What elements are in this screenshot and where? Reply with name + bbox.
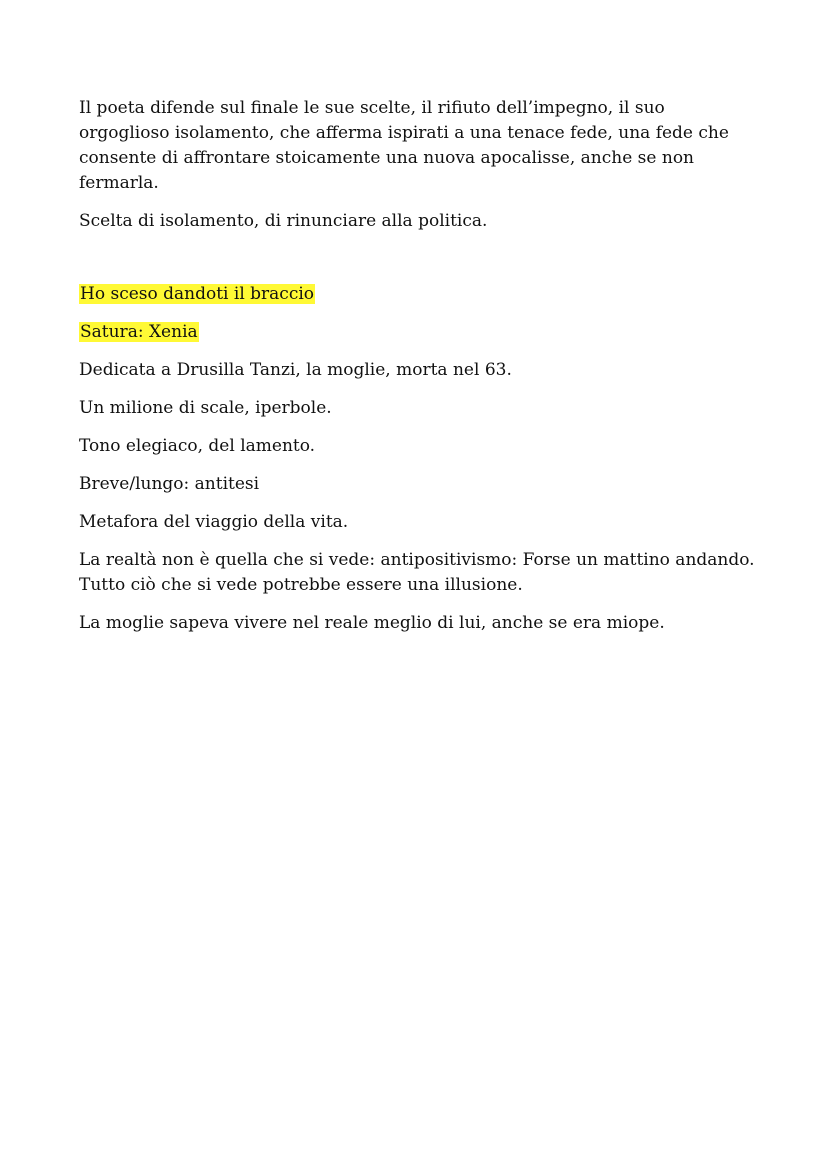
section-gap [79, 247, 759, 282]
document-body [79, 96, 759, 649]
note-wife: La moglie sapeva vivere nel reale meglio di lui, anche se era miope. [79, 613, 665, 633]
note-reality: La realtà non è quella che si vede: antipositivismo: Forse un mattino andando. Tutto ciò che si vede potrebbe essere una illusione. [79, 550, 755, 595]
note-dedication: Dedicata a Drusilla Tanzi, la moglie, morta nel 63. [79, 360, 512, 380]
paragraph-isolation: Scelta di isolamento, di rinunciare alla politica. [79, 211, 488, 231]
highlighted-collection-title: Satura: Xenia [80, 322, 198, 342]
paragraph-poet-choices: Il poeta difende sul finale le sue scelte, il rifiuto dell’impegno, il suo orgoglioso isolamento, che afferma ispirati a una tenace fede, una fede che consente di affrontare stoicamente una nuova apocalisse, anche se non fermarla. [79, 98, 729, 193]
note-hyperbole: Un milione di scale, iperbole. [79, 398, 332, 418]
highlighted-poem-title: Ho sceso dandoti il braccio [80, 284, 315, 304]
note-antithesis: Breve/lungo: antitesi [79, 474, 260, 494]
heading-poem-title [79, 282, 759, 307]
note-tone: Tono elegiaco, del lamento. [79, 436, 316, 456]
note-metaphor: Metafora del viaggio della vita. [79, 512, 349, 532]
heading-collection [79, 320, 759, 345]
